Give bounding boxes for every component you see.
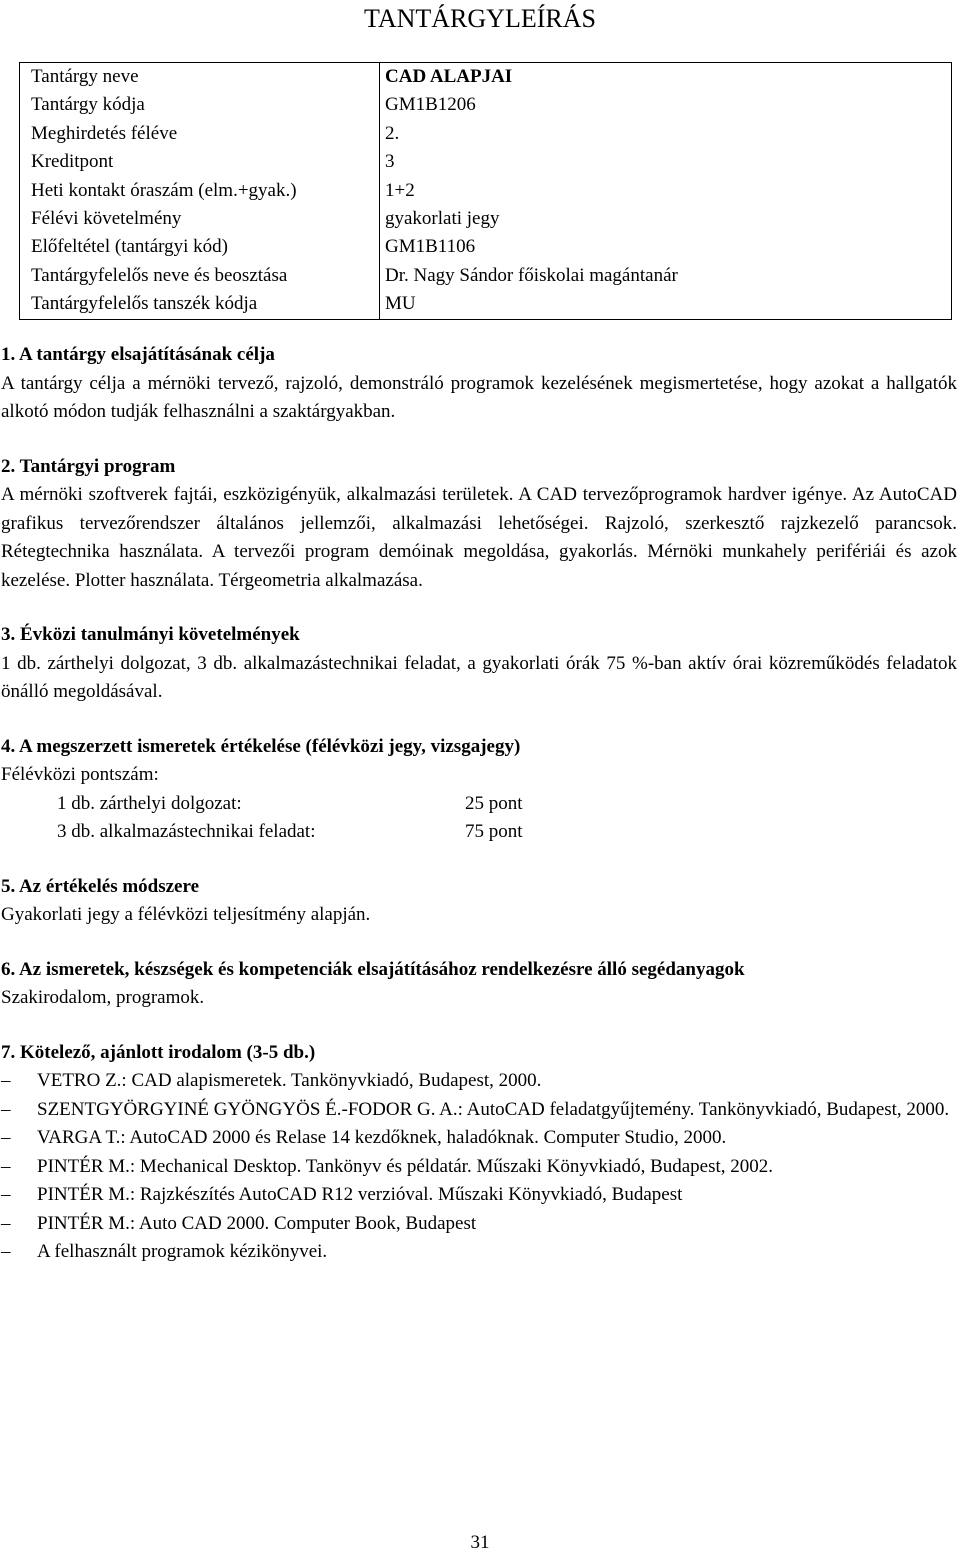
info-row [20, 290, 952, 319]
info-label: Tantárgy neve [20, 63, 380, 92]
section-heading: 2. Tantárgyi program [1, 455, 176, 477]
literature-item [1, 1067, 957, 1096]
literature-item [1, 1210, 957, 1239]
points-row [1, 790, 957, 819]
list-dash: – [1, 1155, 11, 1177]
info-label: Tantárgy kódja [20, 91, 380, 119]
list-dash: – [1, 1184, 11, 1205]
section-resources [1, 956, 957, 1013]
info-row [20, 91, 952, 119]
page-number: 31 [470, 1532, 490, 1553]
info-value: GM1B1106 [380, 233, 952, 261]
list-dash: – [1, 1241, 11, 1262]
list-dash: – [1, 1098, 11, 1120]
info-value: gyakorlati jegy [380, 205, 952, 233]
list-dash: – [1, 1070, 11, 1091]
list-dash: – [1, 1127, 11, 1148]
section-text: Gyakorlati jegy a félévközi teljesítmény alapján. [1, 904, 371, 925]
points-list [1, 790, 957, 847]
points-label: 1 db. zárthelyi dolgozat: [57, 792, 242, 814]
info-value: GM1B1206 [380, 91, 952, 119]
info-value: Dr. Nagy Sándor főiskolai magántanár [380, 262, 952, 290]
section-heading: 1. A tantárgy elsajátításának célja [1, 344, 275, 365]
literature-text: PINTÉR M.: Rajzkészítés AutoCAD R12 verzióval. Műszaki Könyvkiadó, Budapest [37, 1184, 683, 1205]
points-value: 75 pont [465, 821, 523, 842]
list-dash: – [1, 1212, 11, 1234]
info-row [20, 148, 952, 176]
page-title: TANTÁRGYLEÍRÁS [364, 4, 596, 33]
info-value: CAD ALAPJAI [380, 63, 952, 92]
info-row [20, 205, 952, 233]
section-heading: 4. A megszerzett ismeretek értékelése (félévközi jegy, vizsgajegy) [1, 735, 521, 757]
literature-text: PINTÉR M.: Mechanical Desktop. Tankönyv és példatár. Műszaki Könyvkiadó, Budapest, 2002. [37, 1155, 774, 1177]
section-method [1, 873, 957, 930]
literature-text: VETRO Z.: CAD alapismeretek. Tankönyvkiadó, Budapest, 2000. [37, 1070, 542, 1091]
info-label: Heti kontakt óraszám (elm.+gyak.) [20, 177, 380, 205]
section-text: A mérnöki szoftverek fajtái, eszközigényük, alkalmazási területek. A CAD tervezőprogramok hardver igénye. Az AutoCAD grafikus tervezőrendszer általános jellemzői, alkalmazási lehetőségei. Rajzoló, szerkesztő rajzkezelő parancsok. Rétegtechnika használata. A tervezői program demóinak megoldása, gyakorlás. Mérnöki munkahely perifériái és azok kezelése. Plotter használata. Térgeometria alkalmazása. [1, 484, 957, 591]
info-row [20, 120, 952, 148]
info-row [20, 262, 952, 290]
info-label: Meghirdetés féléve [20, 120, 380, 148]
section-heading: 7. Kötelező, ajánlott irodalom (3-5 db.) [1, 1041, 316, 1063]
section-text: A tantárgy célja a mérnöki tervező, rajzoló, demonstráló programok kezelésének megismertetése, hogy azokat a hallgatók alkotó módon tudják felhasználni a szaktárgyakban. [1, 372, 957, 422]
info-row [20, 233, 952, 261]
literature-text: SZENTGYÖRGYINÉ GYÖNGYÖS É.-FODOR G. A.: AutoCAD feladatgyűjtemény. Tankönyvkiadó, Budapest, 2000. [37, 1098, 950, 1120]
section-heading: 3. Évközi tanulmányi követelmények [1, 624, 300, 645]
literature-item [1, 1238, 957, 1267]
section-evaluation [1, 733, 957, 847]
literature-text: PINTÉR M.: Auto CAD 2000. Computer Book, Budapest [37, 1212, 477, 1234]
info-value: 2. [380, 120, 952, 148]
literature-item [1, 1153, 957, 1182]
points-label: 3 db. alkalmazástechnikai feladat: [57, 821, 316, 842]
section-requirements [1, 621, 957, 707]
info-value: MU [380, 290, 952, 319]
course-info-table [19, 62, 952, 320]
info-row [20, 63, 952, 92]
section-literature [1, 1039, 957, 1267]
section-text: 1 db. zárthelyi dolgozat, 3 db. alkalmazástechnikai feladat, a gyakorlati órák 75 %-ban aktív órai közreműködés feladatok önálló megoldásával. [1, 652, 957, 702]
literature-text: A felhasznált programok kézikönyvei. [37, 1241, 328, 1262]
info-label: Tantárgyfelelős neve és beosztása [20, 262, 380, 290]
info-label: Előfeltétel (tantárgyi kód) [20, 233, 380, 261]
section-heading: 5. Az értékelés módszere [1, 875, 200, 897]
section-heading: 6. Az ismeretek, készségek és kompetenciák elsajátításához rendelkezésre álló segédanyagok [1, 958, 745, 980]
section-goal [1, 341, 957, 427]
literature-item [1, 1096, 957, 1125]
info-label: Kreditpont [20, 148, 380, 176]
info-value: 3 [380, 148, 952, 176]
document-body [1, 341, 957, 1267]
info-value: 1+2 [380, 177, 952, 205]
info-label: Félévi követelmény [20, 205, 380, 233]
points-value: 25 pont [465, 792, 523, 814]
literature-text: VARGA T.: AutoCAD 2000 és Relase 14 kezdőknek, haladóknak. Computer Studio, 2000. [37, 1127, 727, 1148]
section-intro: Félévközi pontszám: [1, 764, 159, 785]
info-label: Tantárgyfelelős tanszék kódja [20, 290, 380, 319]
points-row [1, 818, 957, 847]
literature-list [1, 1067, 957, 1267]
literature-item [1, 1181, 957, 1210]
section-text: Szakirodalom, programok. [1, 987, 205, 1008]
literature-item [1, 1124, 957, 1153]
section-program [1, 453, 957, 596]
info-row [20, 177, 952, 205]
